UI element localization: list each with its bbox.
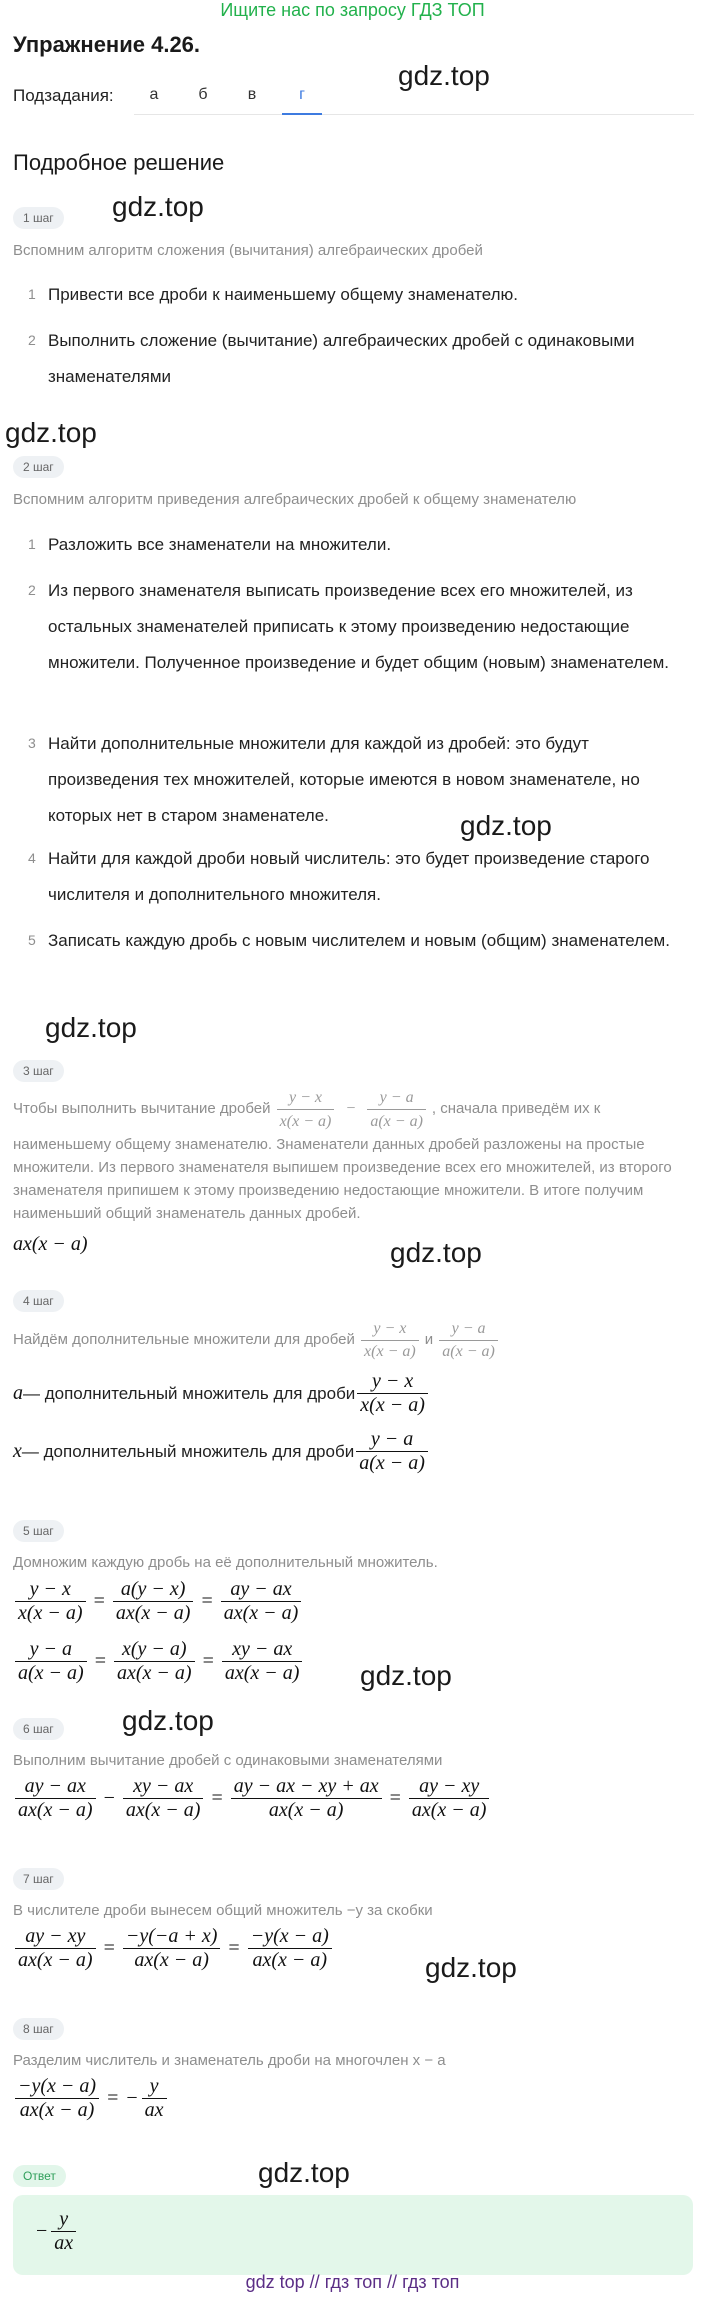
watermark: gdz.top — [460, 810, 552, 841]
list-item: Выполнить сложение (вычитание) алгебраических дробей с одинаковыми знаменателями — [48, 331, 635, 386]
subtasks-label: Подзадания: — [13, 86, 114, 105]
list-number: 1 — [28, 286, 36, 302]
step-badge: 2 шаг — [13, 456, 64, 478]
multiplier-var: x — [13, 1440, 22, 1462]
multiplier-text: — дополнительный множитель для дроби — [21, 1441, 355, 1461]
list-number: 4 — [28, 850, 36, 866]
step-badge: 3 шаг — [13, 1060, 64, 1082]
formula-inline: $\frac{y - x}{x(x - a)}$ — [359, 1331, 425, 1348]
step-badge: 1 шаг — [13, 207, 64, 229]
step-description: Выполним вычитание дробей с одинаковыми знаменателями — [13, 1752, 443, 1769]
tab-v[interactable]: в — [247, 86, 257, 103]
list-item: Разложить все знаменатели на множители. — [48, 535, 392, 554]
step-description: Разделим числитель и знаменатель дроби на многочлен x − a — [13, 2052, 446, 2069]
list-item: Найти дополнительные множители для каждой из дробей: это будут произведения тех множителей, которые имеются в новом знаменателе, но которых нет в старом знаменателе. — [48, 734, 640, 825]
tab-g[interactable]: г — [299, 86, 305, 103]
watermark: gdz.top — [45, 1012, 137, 1043]
step-description-a: Найдём дополнительные множители для дробей — [13, 1331, 355, 1349]
list-number: 2 — [28, 582, 36, 598]
section-title: Подробное решение — [13, 150, 225, 175]
formula-inline: $\frac{y - x}{x(x - a)}$ − $\frac{y - a}{a(x - a)}$ — [275, 1100, 432, 1117]
equation: $\frac{ay - ax}{ax(x - a)}$ − $\frac{xy - ax}{ax(x - a)}$ = $\frac{ay - ax - xy + ax}{ax(x - a)}$ = $\frac{ay - xy}{ax(x - a)}$ — [13, 1775, 491, 1822]
equation: $\frac{-y(x - a)}{ax(x - a)}$ = − $\frac{y}{ax}$ — [13, 2075, 169, 2122]
footer-link[interactable]: gdz top — [245, 2272, 305, 2292]
multiplier-text: — дополнительный множитель для дроби — [23, 1383, 356, 1403]
footer-link[interactable]: гдз топ — [324, 2272, 383, 2292]
page-title: Упражнение 4.26. — [13, 32, 201, 57]
list-number: 5 — [28, 932, 36, 948]
footer-link[interactable]: гдз топ — [402, 2272, 460, 2292]
watermark: gdz.top — [398, 60, 490, 91]
equation: $\frac{y - a}{a(x - a)}$ = $\frac{x(y - a)}{ax(x - a)}$ = $\frac{xy - ax}{ax(x - a)}$ — [13, 1638, 304, 1685]
watermark: gdz.top — [122, 1705, 214, 1736]
list-item: Привести все дроби к наименьшему общему знаменателю. — [48, 285, 519, 304]
step-badge: 8 шаг — [13, 2018, 64, 2040]
watermark: gdz.top — [112, 191, 204, 222]
step-description-b: , сначала приведём их к наименьшему общему знаменателю. Знаменатели данных дробей разложены на простые множители. Из первого знаменателя выпишем произведение всех его множителей, из второго знаменателя припишем к этому произведению недостающие множители. В итоге получим наименьший общий знаменатель данных дробей. — [13, 1100, 672, 1222]
step-description — [13, 1318, 693, 1363]
multiplier-line — [13, 1428, 430, 1475]
list-number: 3 — [28, 735, 36, 751]
footer-links — [0, 2272, 705, 2293]
list-number: 2 — [28, 332, 36, 348]
common-denominator: ax(x − a) — [13, 1233, 88, 1255]
active-tab-indicator — [282, 113, 322, 115]
watermark: gdz.top — [5, 417, 97, 448]
watermark: gdz.top — [258, 2157, 350, 2188]
list-number: 1 — [28, 536, 36, 552]
fraction: $\frac{y - x}{x(x - a)}$ — [355, 1370, 430, 1417]
watermark: gdz.top — [360, 1660, 452, 1691]
equation: $\frac{ay - xy}{ax(x - a)}$ = $\frac{-y(-a + x)}{ax(x - a)}$ = $\frac{-y(x - a)}{ax(x - a)}$ — [13, 1925, 334, 1972]
and-word: и — [424, 1331, 434, 1349]
step-description-a: Чтобы выполнить вычитание дробей — [13, 1100, 271, 1118]
top-banner[interactable]: Ищите нас по запросу ГДЗ ТОП — [220, 0, 485, 20]
step-description: Вспомним алгоритм приведения алгебраических дробей к общему знаменателю — [13, 491, 577, 508]
step-badge: 7 шаг — [13, 1868, 64, 1890]
multiplier-line — [13, 1370, 430, 1417]
step-description: В числителе дроби вынесем общий множитель −y за скобки — [13, 1902, 433, 1919]
step-badge: 4 шаг — [13, 1290, 64, 1312]
equation: $\frac{y - x}{x(x - a)}$ = $\frac{a(y - x)}{ax(x - a)}$ = $\frac{ay - ax}{ax(x - a)}$ — [13, 1578, 303, 1625]
list-item: Из первого знаменателя выписать произведение всех его множителей, из остальных знаменателей приписать к этому произведению недостающие множители. Полученное произведение и будет общим (новым) знаменателем. — [48, 581, 670, 672]
footer-separator: // — [309, 2272, 320, 2292]
watermark: gdz.top — [390, 1237, 482, 1268]
multiplier-var: a — [13, 1382, 23, 1404]
formula-inline: $\frac{y - a}{a(x - a)}$ — [437, 1331, 500, 1348]
tab-b[interactable]: б — [198, 86, 208, 103]
step-description: Вспомним алгоритм сложения (вычитания) алгебраических дробей — [13, 242, 483, 259]
step-description: Домножим каждую дробь на её дополнительный множитель. — [13, 1554, 438, 1571]
step-badge: 5 шаг — [13, 1520, 64, 1542]
tab-a[interactable]: а — [149, 86, 159, 103]
watermark: gdz.top — [425, 1952, 517, 1983]
list-item: Записать каждую дробь с новым числителем и новым (общим) знаменателем. — [48, 931, 670, 950]
step-badge: 6 шаг — [13, 1718, 64, 1740]
footer-separator: // — [387, 2272, 398, 2292]
fraction: $\frac{y - a}{a(x - a)}$ — [354, 1428, 430, 1475]
step-description — [13, 1086, 693, 1225]
tabs-divider — [134, 114, 694, 115]
answer-box — [13, 2195, 693, 2275]
answer-formula: − $\frac{y}{ax}$ — [36, 2208, 78, 2255]
list-item: Найти для каждой дроби новый числитель: это будет произведение старого числителя и дополнительного множителя. — [48, 849, 650, 904]
answer-badge: Ответ — [13, 2165, 66, 2187]
